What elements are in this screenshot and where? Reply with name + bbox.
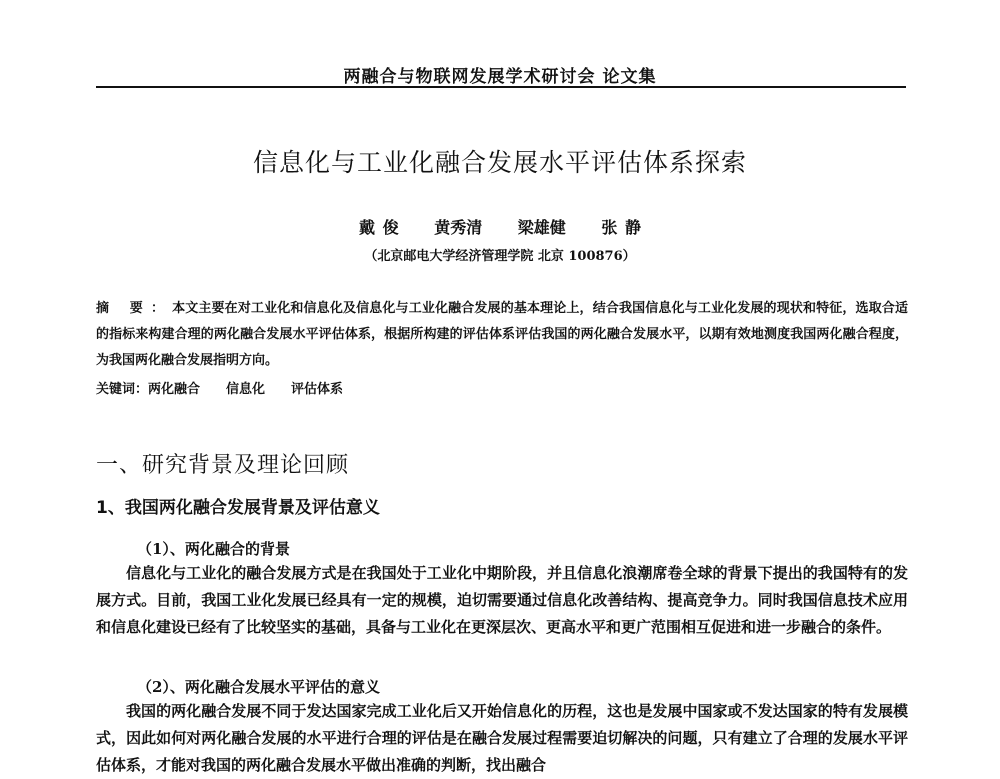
part1-paragraph: 信息化与工业化的融合发展方式是在我国处于工业化中期阶段，并且信息化浪潮席卷全球的背景下提出的我国特有的发展方式。目前，我国工业化发展已经具有一定的规模，迫切需要通过信息化改善结构、提高竞争力。同时我国信息技术应用和信息化建设已经有了比较坚实的基础，具备与工业化在更深层次、更高水平和更广范围相互促进和进一步融合的条件。 (96, 564, 908, 636)
part1-heading: （1）、两化融合的背景 (137, 540, 290, 558)
subsection-heading: 1、我国两化融合发展背景及评估意义 (96, 498, 380, 518)
author-name: 黄秀清 (434, 218, 483, 237)
part2-heading: （2）、两化融合发展水平评估的意义 (137, 678, 380, 696)
abstract-label: 摘 要： (96, 301, 173, 316)
abstract (96, 296, 908, 374)
author-name: 张 静 (601, 218, 641, 237)
author-name: 梁雄健 (517, 218, 566, 237)
keyword: 评估体系 (291, 382, 344, 397)
part2-paragraph: 我国的两化融合发展不同于发达国家完成工业化后又开始信息化的历程，这也是发展中国家或不发达国家的特有发展模式，因此如何对两化融合发展的水平进行合理的评估是在融合发展过程需要迫切解决的问题，只有建立了合理的发展水平评估体系，才能对我国的两化融合发展水平做出准确的判断，找出融合 (96, 702, 908, 774)
header-rule (96, 86, 906, 88)
author-list (0, 215, 1000, 238)
paper-title: 信息化与工业化融合发展水平评估体系探索 (252, 148, 747, 177)
section-heading: 一、研究背景及理论回顾 (96, 453, 350, 478)
abstract-text: 本文主要在对工业化和信息化及信息化与工业化融合发展的基本理论上，结合我国信息化与工业化发展的现状和特征，选取合适的指标来构建合理的两化融合发展水平评估体系，根据所构建的评估体系评估我国的两化融合发展水平，以期有效地测度我国两化融合程度，为我国两化融合发展指明方向。 (96, 301, 908, 368)
keyword: 两化融合 (148, 382, 201, 397)
keywords (96, 378, 908, 397)
running-head: 两融合与物联网发展学术研讨会 论文集 (343, 67, 657, 87)
author-name: 戴 俊 (359, 218, 399, 237)
keyword: 信息化 (226, 382, 266, 397)
affiliation: （北京邮电大学经济管理学院 北京 100876） (364, 249, 636, 264)
keywords-label: 关键词： (96, 382, 149, 397)
